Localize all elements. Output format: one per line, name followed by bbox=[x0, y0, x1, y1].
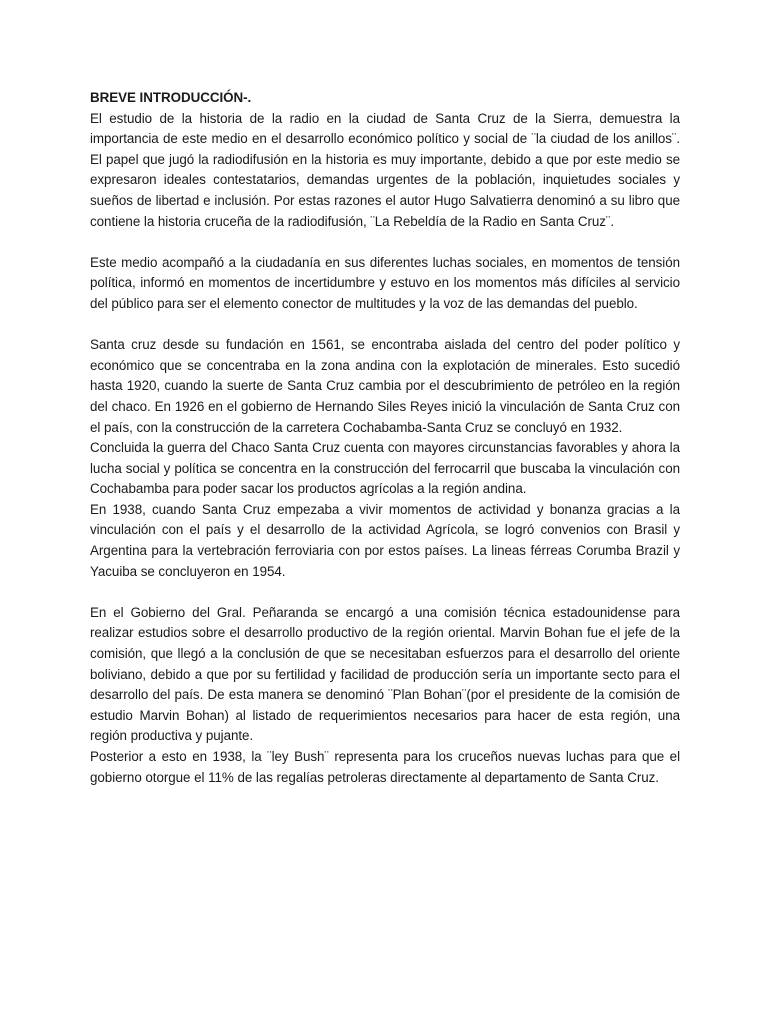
paragraph-social-struggles: Este medio acompañó a la ciudadanía en sus diferentes luchas sociales, en momentos de tensión política, informó en momentos de incertidumbre y estuvo en los momentos más difíciles al servicio del público para ser el elemento conector de multitudes y la voz de las demandas del pueblo. bbox=[90, 254, 680, 311]
paragraph-spacer bbox=[90, 232, 680, 253]
document-body bbox=[90, 88, 680, 788]
paragraph-railway-agreements: En 1938, cuando Santa Cruz empezaba a vivir momentos de actividad y bonanza gracias a la vinculación con el país y el desarrollo de la actividad Agrícola, se logró convenios con Brasil y Argentina para la vertebración ferroviaria con por estos países. La lineas férreas Corumba Brazil y Yacuiba se concluyeron en 1954. bbox=[90, 501, 680, 579]
paragraph-radio-history: El estudio de la historia de la radio en la ciudad de Santa Cruz de la Sierra, demuestra la importancia de este medio en el desarrollo económico político y social de ¨la ciudad de los anillos¨. El papel que jugó la radiodifusión en la historia es muy importante, debido a que por este medio se expresaron ideales contestatarios, demandas urgentes de la población, inquietudes sociales y sueños de libertad e inclusión. Por estas razones el autor Hugo Salvatierra denominó a su libro que contiene la historia cruceña de la radiodifusión, ¨La Rebeldía de la Radio en Santa Cruz¨. bbox=[90, 110, 680, 229]
paragraph-plan-bohan: En el Gobierno del Gral. Peñaranda se encargó a una comisión técnica estadounidense para realizar estudios sobre el desarrollo productivo de la región oriental. Marvin Bohan fue el jefe de la comisión, que llegó a la conclusión de que se necesitaban esfuerzos para el desarrollo del oriente boliviano, debido a que por su fertilidad y facilidad de producción sería un importante secto para el desarrollo del país. De esta manera se denominó ¨Plan Bohan¨(por el presidente de la comisión de estudio Marvin Bohan) al listado de requerimientos necesarios para hacer de esta región, una región productiva y pujante. bbox=[90, 604, 680, 744]
paragraph-santa-cruz-isolation: Santa cruz desde su fundación en 1561, se encontraba aislada del centro del poder político y económico que se concentraba en la zona andina con la explotación de minerales. Esto sucedió hasta 1920, cuando la suerte de Santa Cruz cambia por el descubrimiento de petróleo en la región del chaco. En 1926 en el gobierno de Hernando Siles Reyes inició la vinculación de Santa Cruz con el país, con la construcción de la carretera Cochabamba-Santa Cruz se concluyó en 1932. bbox=[90, 337, 680, 435]
paragraph-chaco-war: Concluida la guerra del Chaco Santa Cruz cuenta con mayores circunstancias favorables y ahora la lucha social y política se concentra en la construcción del ferrocarril que buscaba la vinculación con Cochabamba para poder sacar los productos agrícolas a la región andina. bbox=[90, 440, 680, 497]
paragraph-spacer bbox=[90, 315, 680, 336]
paragraph-ley-bush: Posterior a esto en 1938, la ¨ley Bush¨ representa para los cruceños nuevas luchas para que el gobierno otorgue el 11% de las regalías petroleras directamente al departamento de Santa Cruz. bbox=[90, 749, 680, 785]
document-title: BREVE INTRODUCCIÓN-. bbox=[90, 90, 252, 105]
paragraph-spacer bbox=[90, 582, 680, 603]
